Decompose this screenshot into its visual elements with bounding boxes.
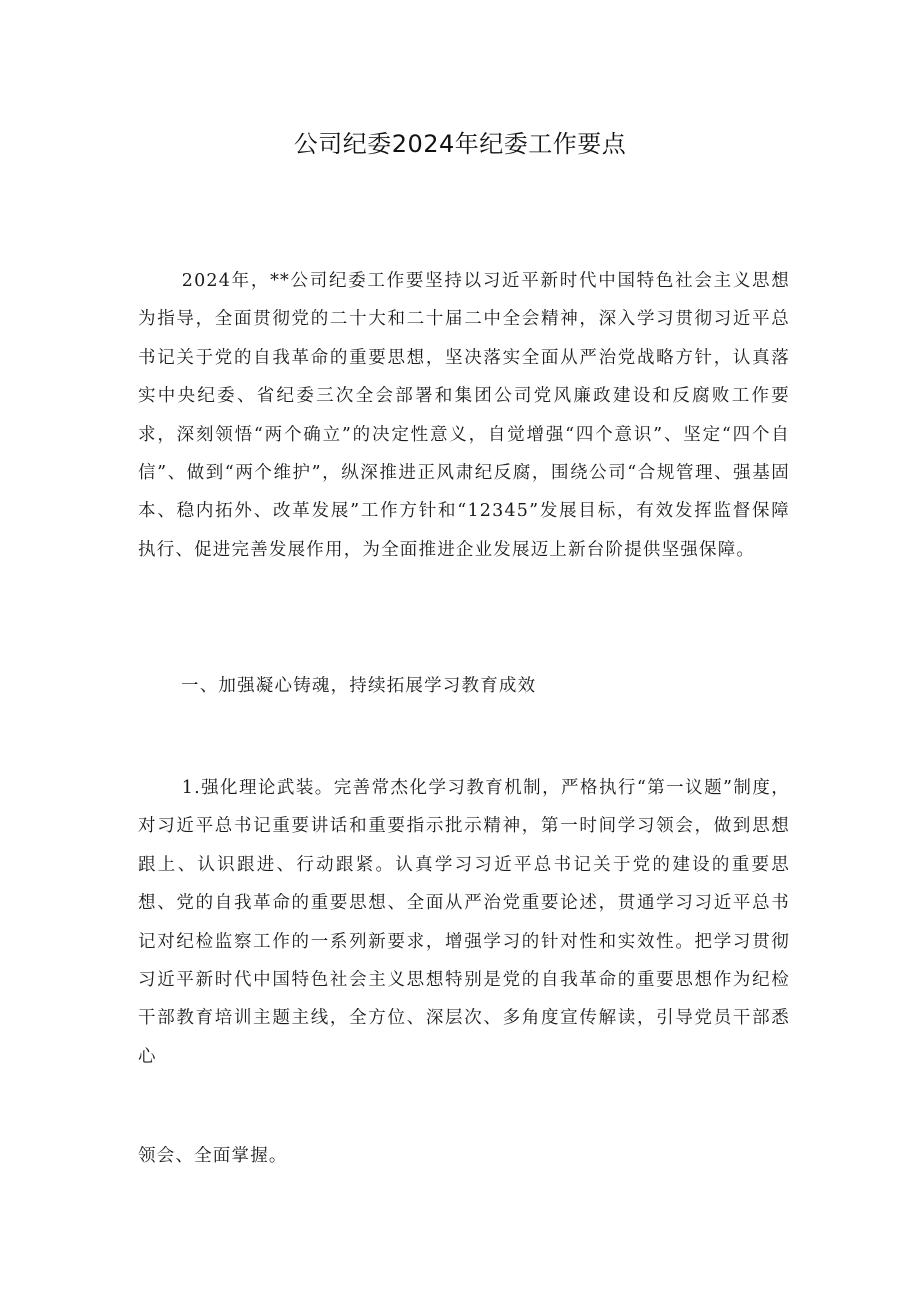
document-title: 公司纪委2024年纪委工作要点 [293,130,627,158]
intro-paragraph: 2024年，**公司纪委工作要坚持以习近平新时代中国特色社会主义思想为指导，全面贯彻党的二十大和二十届二中全会精神，深入学习贯彻习近平总书记关于党的自我革命的重要思想，坚决落实全面从严治党战略方针，认真落实中央纪委、省纪委三次全会部署和集团公司党风廉政建设和反腐败工作要求，深刻领悟“两个确立”的决定性意义，自觉增强“四个意识”、坚定“四个自信”、做到“两个维护”，纵深推进正风肃纪反腐，围绕公司“合规管理、强基固本、稳内拓外、改革发展”工作方针和“12345”发展目标，有效发挥监督保障执行、促进完善发展作用，为全面推进企业发展迈上新台阶提供坚强保障。 [138,271,790,560]
section-heading-1: 一、加强凝心铸魂，持续拓展学习教育成效 [181,676,537,696]
item-1-paragraph: 1.强化理论武装。完善常杰化学习教育机制，严格执行“第一议题”制度，对习近平总书记重要讲话和重要指示批示精神，第一时间学习领会，做到思想跟上、认识跟进、行动跟紧。认真学习习近平总书记关于党的建设的重要思想、党的自我革命的重要思想、全面从严治党重要论述，贯通学习习近平总书记对纪检监察工作的一系列新要求，增强学习的针对性和实效性。把学习贯彻习近平新时代中国特色社会主义思想特别是党的自我革命的重要思想作为纪检干部教育培训主题主线，全方位、深层次、多角度宣传解读，引导党员干部悉心 [138,778,790,1067]
item-1-continuation: 领会、全面掌握。 [138,1146,288,1166]
